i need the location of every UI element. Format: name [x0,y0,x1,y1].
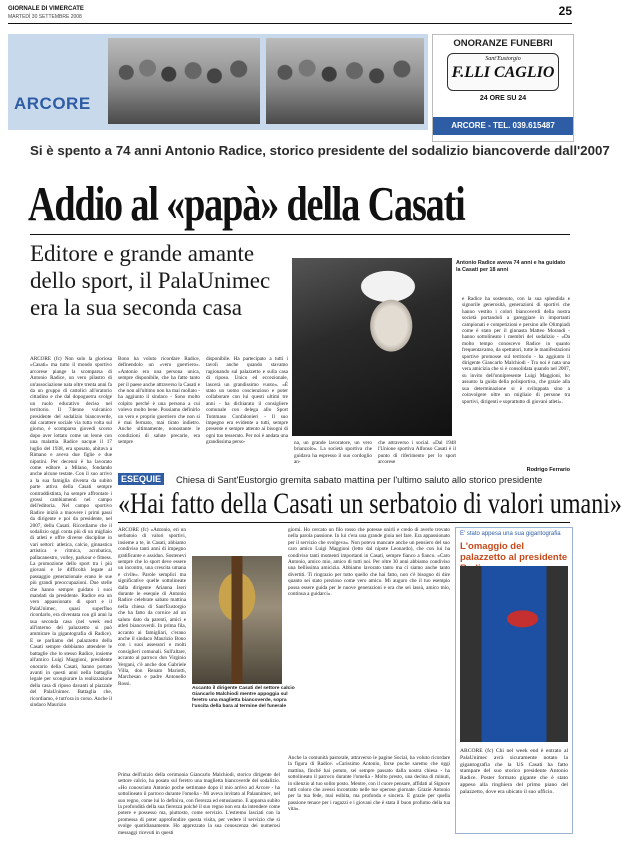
article1-portrait-photo [292,258,452,436]
article2-headline: «Hai fatto della Casati un serbatoio di valori umani» [118,487,622,520]
sidebar-text: ARCORE (fc) Chi nel week end è entrato al PalaUnimec avrà sicuramente notato la gigantografia che la US Casati ha fatto stampare del suo storico presidente Antonio Radice. Poster formato gigante che è stato appeso alla ringhiera del primo piano del palazzetto, dove era ubicato il suo ufficio. [460,748,568,795]
ad-brand: F.LLI CAGLIO [451,64,555,81]
article2-kicker: Chiesa di Sant'Eustorgio gremita sabato mattina per l'ultimo saluto allo storico presidente [176,475,543,485]
article1-column-3: Bono ha voluto ricordare Radice, definendolo un «vero guerriero». «Antonio era una persona unica, sempre disponibile, che ha fatto tanto per il paese anche attraverso la Casati e che non all'ultimo non ha mai mollato - ha aggiunto il sindaco - Sono molto colpito perché è una persona a cui volevo molto bene. Possiamo definirlo un vero e proprio guerriero che non si è mai fermato, mai tirato indietro. Anche ultimamente, nonostante le condizioni di salute precarie, era sempre [118,356,200,446]
article1-photo-caption: Antonio Radice aveva 74 anni e ha guidato la Casati per 18 anni [456,260,566,273]
article1-column-7: e Radice ha sostenuto, con la sua splendida e signorile generosità, generazioni di sportivi che hanno vestito i colori biancoverdi della nostra società portandoli a gareggiare in importanti campionati e competizioni e persino alle Olimpiadi come è stato per il ginnasta Matteo Morandi - hanno sottolineato i membri del sodalizio - «Da molto tempo conoscevo Radice in quanto frequentavamo, da spettatori, tutte le manifestazioni sportive promosse sul territorio - ha aggiunto il dirigente Giancarlo Malchiodi - Tra noi è nata una vera amicizia che si è consolidata quando nel 2007, su invito dell'onnipresente Luigi Maggioni, ho assunto la guida della polisportiva, che grazie alla sua determinazione si è sviluppata sino a coinvolgere oltre un migliaio di persone tra sportivi, dirigenti e soprattutto di giovani atleti». [462,296,570,405]
ad-header: ONORANZE FUNEBRI [453,38,553,49]
article1-headline-rule [30,234,570,235]
ad-script-line: Sant'Eustorgio [485,56,521,62]
article2-column-3: giorni. Ho cercato un filo rosso che potesse unirli e credo di averlo trovato nella parola passione. In lui c'era una grande gioia nel fare. Era appassionato per il servizio che svolgeva». Non poteva mancare anche un pensiero del suo caro amico Luigi Maggioni (letto dal nipote Leonardo), che con lui ha condiviso tanti momenti importanti in Casati, sempre fianco a fianco. «Caro Antonio, amico mio, amico di tutti noi. Per oltre 30 anni abbiamo condiviso una bellissima amicizia. Abbiamo lavorato tanto ma ci siamo anche tanto divertiti. Ti ringrazio per tutto quello che hai fatto, non c'è bisogno di dire quanto sei stato prezioso come vero amico. Mi auguro che il tuo esempio possa essere guida per le nuove generazioni e ora che sei lassù, amico mio, continua a guidarci». [288,527,450,598]
article1-kicker: Si è spento a 74 anni Antonio Radice, storico presidente del sodalizio biancoverde dall'2007 [30,143,610,158]
article1-byline: Rodrigo Ferrario [526,467,570,473]
sidebar-box [455,527,573,834]
sidebar-kicker: E' stato appesa una sua gigantografia [460,531,561,537]
article2-photo-caption: Accanto il dirigente Casati del settore calcio Giancarlo Malchiodi mentre appoggia sul feretro una maglietta biancoverde, sopra l'uscita della bara al termine del funerale [192,686,295,709]
article2-column-1: ARCORE (fc) «Antonio, eri un serbatoio di valori sportivi, insieme a te, in Casati, abbiamo condiviso tanti anni di impegno gratificante e assiduo. Sostenevi sempre che lo sport deve essere un incontro, una crescita umana e civile». Parole semplici ma significative quelle sottolineate dalla dirigente Arianna Iseri durante le esequie di Antonio Radice celebrate sabato mattina nella chiesa di Sant'Eustorgio che ha fatto da cornice ad un saluto dato da parenti, amici e atleti biancoverdi. In prima fila, accanto ai famigliari, c'erano anche il sindaco Maurizio Bono con i suoi assessori e molti consiglieri comunali. Sull'altare, accanto al parroco don Virginio Vergani, c'è anche don Gabriele Villa, don Renato Mariotti, Marchesan e padre Antonello Rossi. [118,527,186,687]
article2-column-2: Prima dell'inizio della cerimonia Giancarlo Malchiodi, storico dirigente del settore calcio, ha posato sul feretro una maglietta biancoverde del sodalizio. «Ho conosciuto Antonio poche settimane dopo il mio arrivo ad Arcore - ha sottolineato il parroco durante l'omelia - Mi aveva invitato al Palaunimec, nel suo regno, come lui lo definiva, con fierezza ed entusiasmo. E apparsa subito la profondità della sua fierezza poiché il suo regno non era da intendere come potere e possesso ma, piuttosto, come servizio. L'estremo lasciati con la promessa di poter approfondire questa visita, per vedere il servizio che si svolge quotidianamente. Ho apprezzato la sua conoscenza dei numerosi messaggi ricevuti in questi [118,772,280,836]
masthead-date: MARTEDÌ 30 SETTEMBRE 2008 [8,14,82,20]
article2-funeral-photo [192,556,282,684]
article2-column-4: Anche la comunità pastorale, attraverso le pagine Social, ha voluto ricordare la figura di Radice. «Carissimo Antonio, forse poche saremo che oggi mattina, finché hai potuto, sei sempre passato dalla nostra chiesa - ha sottolineato il parroco durante l'omelia - Molto presto, una decina di minuti, in silenzio al tuo solito posto. Mentre, con il cuore pensare, affidati al Signore tutti coloro che avessi incontrato nelle tue operose giornate. Grazie Antonio per la tua fede, mai esibita, ma profonda e sincera. E grazie per quella passione tenace per i ragazzi e i giovani che è stata il buon profumo della tua vita». [288,755,450,813]
article1-subhead: Editore e grande amante dello sport, il PalaUnimec era la sua seconda casa [30,241,271,320]
ad-hours: 24 ORE SU 24 [479,95,527,102]
article2-headline-rule [118,522,570,523]
sidebar-photo [460,566,568,742]
funeral-ad[interactable] [432,34,574,142]
ad-contact: ARCORE - TEL. 039.615487 [433,117,573,135]
sidebar-headline: L'omaggio del palazzetto al presidente [460,541,568,563]
article1-column-1: ARCORE (fc) Non solo la gloriosa «Casati» ma tutto il mondo sportivo arcorese piange la scomparsa di Antonio Radice, un vero pilastro di un'associazione nata oltre trenta anni fa da un gruppo di cattolici all'oratorio cittadino e che dal dopoguerra svolge un ruolo educativo deciso nel territorio. Il 74enne vulcanico presidente del sodalizio biancoverde, dal carattere sociale via tutta volta sul giorno, è scomparso giovedì scorso dopo aver lottato come un leone con una malattia. Radice nacque il 17 luglio del 1938, era sposato, abitava a Rimano e aveva due figlie e due nipotini. Per decenni è ha lavorato come editore a Milano, fondando anche alcune testate. Con il suo arrivo a la sua famiglia diventa da subito parte attiva della Casati sempre contraddistinta, ha sempre affrontato i grossi cambiamenti nel campo dell'editoria. Nel campo sportivo Radice iniziò a muovere i primi passi da dirigente e poi da presidente, nel 2007, della Casati. Ricordiamo che il sodalizio oggi conta più di un migliaio di atleti e offre diverse discipline in vari settori: atletica, calcio, ginnastica artistica e ritmica, acrobatica, pallacanestro, volley, parkour e fitness. La promozione dello sport tra i più giovani e le difficoltà legate al passaggio generazionale erano le sue più grandi preoccupazioni. Due stelle che hanno sempre guidato i suoi mandati da presidente. Radice era un vero appassionato di sport e il PalaUnimec, quasi superfluo ricordarlo, era diventata con gli anni la sua seconda casa (nel week end all'interno del palazzetto si può ammirare la gigantografia di Radice). E se parliamo del palazzetto della Casati sempre dobbiamo attendere le battaglie che lo stesso Radice, insieme all'amico Luigi Maggioni, presidente onorario della Casati, hanno portato avanti in questi anni nella battaglia legale per scongiurare la realizzazione della casa di riposo davanti al piazzale del PalaUnimec. Battaglia che, ricordiamo, è tutt'ora in corso. Anche il sindaco Maurizio [30,356,112,708]
page-number: 25 [558,4,572,18]
banner-photo-right [266,38,424,124]
section-label: ARCORE [14,94,91,113]
ad-logo-box [447,53,559,91]
article1-column-5: na, un grande lavoratore, un vero brianzolo». La società sportiva che guidava ha espresso il suo cordoglio an- [294,440,372,466]
article1-headline: Addio al «papà» della Casati [28,176,465,231]
masthead-paper-name: GIORNALE DI VIMERCATE [8,6,84,12]
masthead-divider [8,23,572,24]
article1-column-4: disponibile. Ha partecipato a tutti i tavoli anche quando stavamo ragionando sul palazzetto e sulla casa di riposo. Unico ed eccezionale, lascerà un grandissimo vuoto». «È stato un uomo coscienzioso e poter collaborare con lui questi ultimi tre anni - ha dichiarato il consigliere comunale con delega allo Sport Tommaso Confalonieri - Il suo impegno era evidente a tutti, sempre presente e sempre attento ai bisogni di ogni tuo tesserato. Per noi è andata una grandissima perso- [206,356,288,446]
article2-tag: ESEQUIE [118,473,164,485]
article1-column-6: che attraverso i social. «Dal 1948 l'Unione sportiva Alfonso Casati è il punto di riferimento per lo sport arcorese [378,440,456,466]
banner-photo-left [108,38,260,124]
